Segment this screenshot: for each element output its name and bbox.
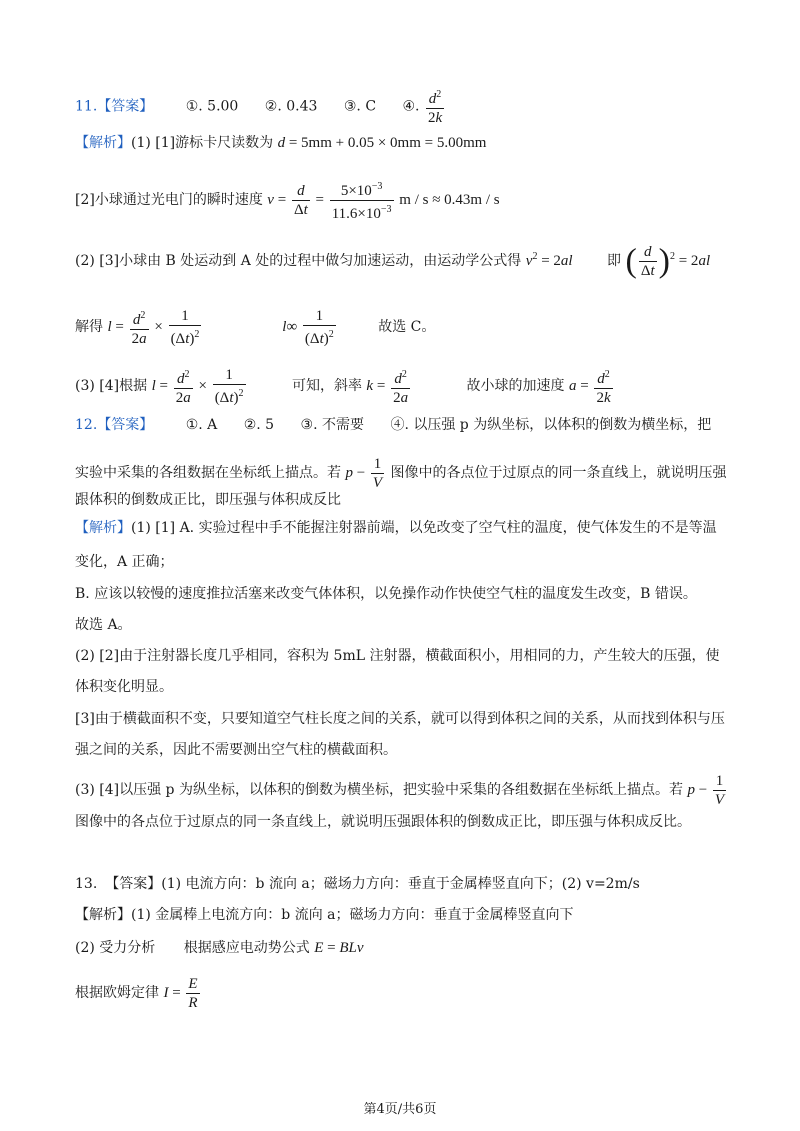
q11-answer-4-formula: $\frac{d^2}{2k}$: [426, 86, 444, 127]
q11-caliper-formula: d = 5mm + 0.05 × 0mm = 5.00mm: [277, 135, 487, 151]
q11-l-formula: l = $\frac{d^2}{2a}$ × $\frac{1}{(\Delta t)^2}$: [107, 308, 200, 347]
q11-number: 11.: [75, 98, 98, 115]
q11-kinematics-formula: $v^2 = 2al$: [525, 250, 573, 269]
q12-answer-2b: 图像中的各点位于过原点的同一条直线上，就说明压强: [390, 464, 727, 481]
q12-analysis-2: 变化，A 正确；: [75, 554, 174, 570]
q11-analysis-1: [75, 133, 486, 153]
q12-analysis-9-text: (3) [4]以压强 p 为纵坐标，以体积的倒数为横坐标，把实验中采集的各组数据在坐标纸上描点。若: [75, 781, 683, 798]
q12-analysis-4: 故选 A。: [75, 617, 132, 633]
q11-analysis-5: [75, 366, 615, 407]
q12-answer-1: ①. A: [185, 417, 218, 433]
page-footer: 第4页/共6页: [363, 1102, 437, 1117]
q11-accel-formula: a = $\frac{d^2}{2k}$: [569, 378, 615, 394]
q11-accel-label: 故小球的加速度: [466, 377, 565, 394]
q12-answer-2a: 实验中采集的各组数据在坐标纸上描点。若: [75, 464, 341, 481]
q11-answer-2: ②. 0.43: [264, 98, 318, 115]
q12-answer-line-2: [75, 455, 727, 492]
q12-analysis-5: (2) [2]由于注射器长度几乎相同，容积为 5mL 注射器，横截面积小，用相同的力，产生较大的压强，使: [75, 648, 720, 664]
q11-squared-formula: ( $\frac{d}{\Delta t}$ )$^2$ = 2al: [625, 242, 711, 280]
q12-answer-2: ②. 5: [243, 417, 275, 433]
q11-answer-4: ④.: [402, 98, 420, 115]
q11-analysis-2: [75, 178, 500, 223]
q11-slope-label: 可知，斜率: [291, 377, 362, 394]
q12-analysis-1-text: (1) [1] A. 实验过程中手不能握注射器前端，以免改变了空气柱的温度，使气体发生的不是等温: [131, 520, 717, 536]
q11-velocity-formula: v = $\frac{d}{\Delta t}$ = $\frac{5\times 10^{-3}}{11.6\times 10^{-3}}$ m / s ≈ 0.43m / s: [267, 192, 499, 208]
q11-proportional-formula: l∞ $\frac{1}{(\Delta t)^2}$: [282, 308, 334, 347]
q11-ji-label: 即: [607, 252, 622, 269]
q11-l-formula-2: l = $\frac{d^2}{2a}$ × $\frac{1}{(\Delta t)^2}$: [151, 367, 244, 406]
q12-analysis-7: [3]由于横截面积不变，只要知道空气柱长度之间的关系，就可以得到体积之间的关系，从而找到体积与压: [75, 711, 725, 727]
q11-analysis-3: [75, 243, 710, 280]
q12-answer-line: [75, 415, 711, 435]
q12-answer-tag: 【答案】: [97, 417, 154, 433]
q13-analysis-3: [75, 975, 202, 1012]
q12-analysis-1: [75, 518, 717, 538]
q13-analysis-2: [75, 938, 364, 958]
q12-number: 12.: [75, 417, 98, 433]
q12-graph-formula: p − $\frac{1}{V}$: [345, 456, 383, 491]
q13-answer-line: [75, 874, 640, 894]
q13-ohm-formula: I = $\frac{E}{R}$: [163, 976, 198, 1011]
q13-analysis-3-text: 根据欧姆定律: [75, 984, 159, 1001]
q12-analysis-10: 图像中的各点位于过原点的同一条直线上，就说明压强跟体积的倒数成正比，即压强与体积成反比。: [75, 814, 691, 830]
q13-analysis-tag: 【解析】: [75, 907, 131, 923]
q11-choice: 故选 C。: [378, 318, 436, 335]
q11-answer-line: [75, 86, 446, 127]
q12-analysis-9: [75, 772, 728, 809]
q11-analysis-1-text: (1) [1]游标卡尺读数为: [131, 135, 274, 151]
q11-analysis-tag: 【解析】: [75, 135, 131, 151]
q13-emf-label: 根据感应电动势公式: [183, 940, 310, 956]
q11-answer-tag: 【答案】: [97, 98, 154, 115]
q13-analysis-1-text: (1) 金属棒上电流方向：b 流向 a；磁场力方向：垂直于金属棒竖直向下: [131, 907, 574, 923]
q13-emf-formula: E = BLv: [314, 940, 364, 956]
q11-answer-1: ①. 5.00: [185, 98, 239, 115]
q13-answer-text: (1) 电流方向：b 流向 a；磁场力方向：垂直于金属棒竖直向下；(2) v=2m/s: [161, 876, 640, 892]
q13-analysis-2-text: (2) 受力分析: [75, 940, 156, 956]
q13-analysis-1: [75, 905, 574, 925]
q12-analysis-6: 体积变化明显。: [75, 679, 173, 695]
q11-analysis-5-text: (3) [4]根据: [75, 377, 148, 394]
q12-graph-formula-2: p − $\frac{1}{V}$: [687, 773, 725, 808]
q11-analysis-4-text: 解得: [75, 318, 103, 335]
q11-analysis-3-text: (2) [3]小球由 B 处运动到 A 处的过程中做匀加速运动，由运动学公式得: [75, 252, 522, 269]
q11-slope-formula: k = $\frac{d^2}{2a}$: [366, 378, 412, 394]
q12-answer-4: ④. 以压强 p 为纵坐标，以体积的倒数为横坐标，把: [390, 417, 712, 433]
q12-analysis-tag: 【解析】: [75, 520, 131, 536]
q12-answer-line-3: 跟体积的倒数成正比，即压强与体积成反比: [75, 492, 341, 508]
q13-number: 13.: [75, 876, 98, 892]
q11-analysis-4: [75, 307, 435, 348]
q12-analysis-8: 强之间的关系，因此不需要测出空气柱的横截面积。: [75, 742, 397, 758]
q11-answer-3: ③. C: [343, 98, 377, 115]
q12-analysis-3: B. 应该以较慢的速度推拉活塞来改变气体体积，以免操作动作快使空气柱的温度发生改变，B 错误。: [75, 586, 697, 602]
q12-answer-3: ③. 不需要: [300, 417, 364, 433]
q13-answer-tag: 【答案】: [105, 876, 162, 892]
q11-analysis-2-text: [2]小球通过光电门的瞬时速度: [75, 191, 263, 208]
